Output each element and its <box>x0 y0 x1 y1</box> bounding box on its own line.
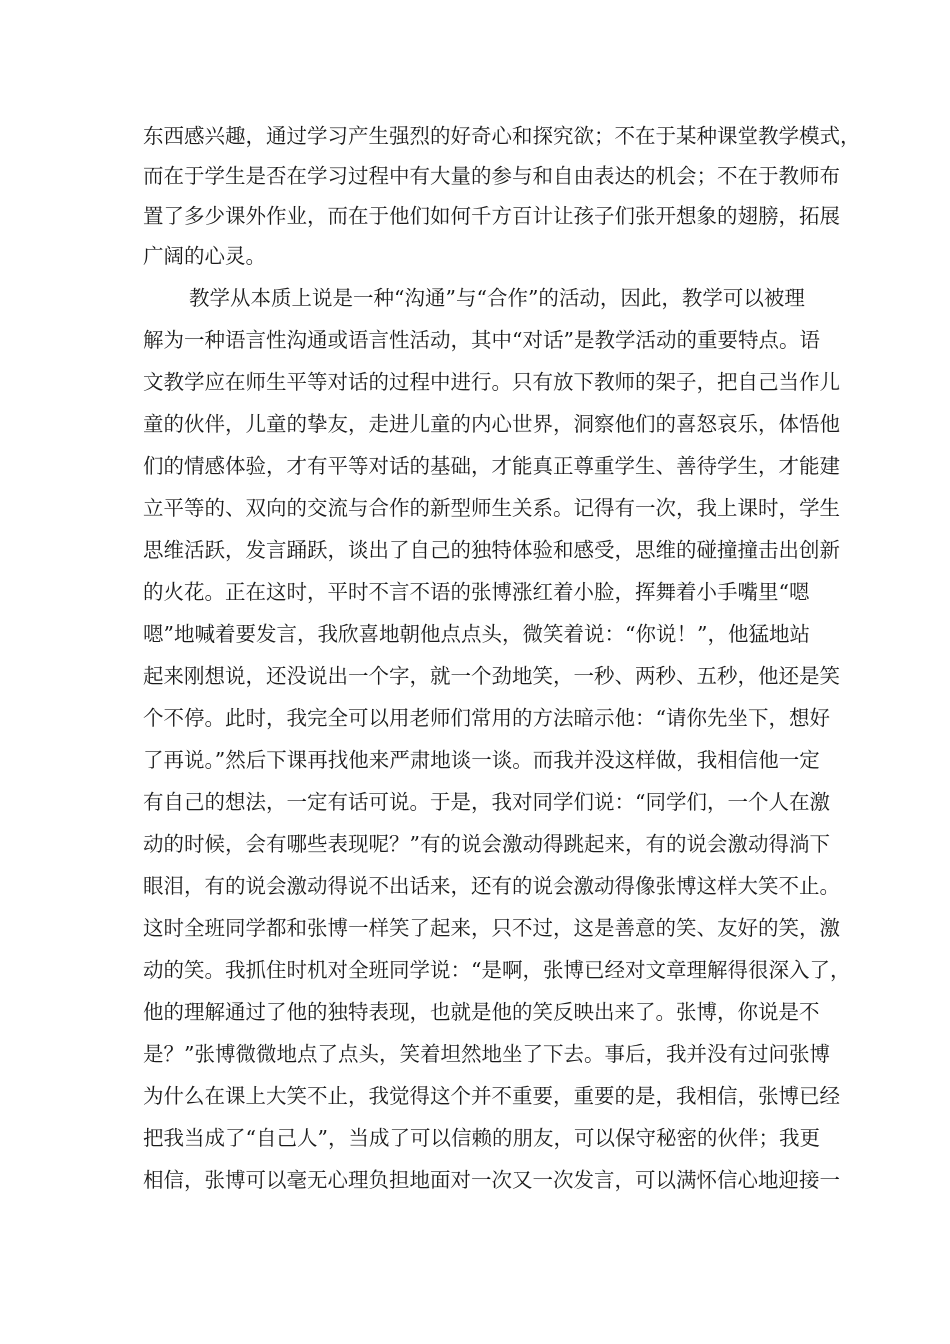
text-line: 了再说。”然后下课再找他来严肃地谈一谈。而我并没这样做，我相信他一定 <box>143 748 820 772</box>
text-line: 起来刚想说，还没说出一个字，就一个劲地笑，一秒、两秒、五秒，他还是笑 <box>143 664 840 688</box>
text-line: 眼泪，有的说会激动得说不出话来，还有的说会激动得像张博这样大笑不止。 <box>143 874 840 898</box>
text-line: 的火花。正在这时，平时不言不语的张博涨红着小脸，挥舞着小手嘴里“嗯 <box>143 580 810 604</box>
text-line: 文教学应在师生平等对话的过程中进行。只有放下教师的架子，把自己当作儿 <box>143 370 840 394</box>
text-line: 他的理解通过了他的独特表现，也就是他的笑反映出来了。张博，你说是不 <box>143 1000 820 1024</box>
text-line: 广阔的心灵。 <box>143 244 266 268</box>
text-line: 把我当成了“自己人”，当成了可以信赖的朋友，可以保守秘密的伙伴；我更 <box>143 1126 820 1150</box>
paragraph-first-line: 教学从本质上说是一种“沟通”与“合作”的活动，因此，教学可以被理 <box>189 286 805 310</box>
text-line: 有自己的想法，一定有话可说。于是，我对同学们说：“同学们，一个人在激 <box>143 790 830 814</box>
text-line: 是？”张博微微地点了点头，笑着坦然地坐了下去。事后，我并没有过问张博 <box>143 1042 830 1066</box>
text-line: 思维活跃，发言踊跃，谈出了自己的独特体验和感受，思维的碰撞撞击出创新 <box>143 538 840 562</box>
text-line: 动的笑。我抓住时机对全班同学说：“是啊，张博已经对文章理解得很深入了， <box>143 958 851 982</box>
text-line: 这时全班同学都和张博一样笑了起来，只不过，这是善意的笑、友好的笑，激 <box>143 916 840 940</box>
text-line: 们的情感体验，才有平等对话的基础，才能真正尊重学生、善待学生，才能建 <box>143 454 840 478</box>
text-line: 而在于学生是否在学习过程中有大量的参与和自由表达的机会；不在于教师布 <box>143 164 840 188</box>
text-line: 嗯”地喊着要发言，我欣喜地朝他点点头，微笑着说：“你说！”，他猛地站 <box>143 622 810 646</box>
text-line: 置了多少课外作业，而在于他们如何千方百计让孩子们张开想象的翅膀，拓展 <box>143 204 840 228</box>
text-line: 东西感兴趣，通过学习产生强烈的好奇心和探究欲；不在于某种课堂教学模式， <box>143 124 861 148</box>
text-line: 动的时候，会有哪些表现呢？”有的说会激动得跳起来，有的说会激动得淌下 <box>143 832 830 856</box>
text-line: 立平等的、双向的交流与合作的新型师生关系。记得有一次，我上课时，学生 <box>143 496 840 520</box>
text-line: 个不停。此时，我完全可以用老师们常用的方法暗示他：“请你先坐下，想好 <box>143 706 830 730</box>
text-line: 为什么在课上大笑不止，我觉得这个并不重要，重要的是，我相信，张博已经 <box>143 1084 840 1108</box>
text-line: 解为一种语言性沟通或语言性活动，其中“对话”是教学活动的重要特点。语 <box>143 328 820 352</box>
text-line: 相信，张博可以毫无心理负担地面对一次又一次发言，可以满怀信心地迎接一 <box>143 1168 840 1192</box>
text-line: 童的伙伴，儿童的挚友，走进儿童的内心世界，洞察他们的喜怒哀乐，体悟他 <box>143 412 840 436</box>
